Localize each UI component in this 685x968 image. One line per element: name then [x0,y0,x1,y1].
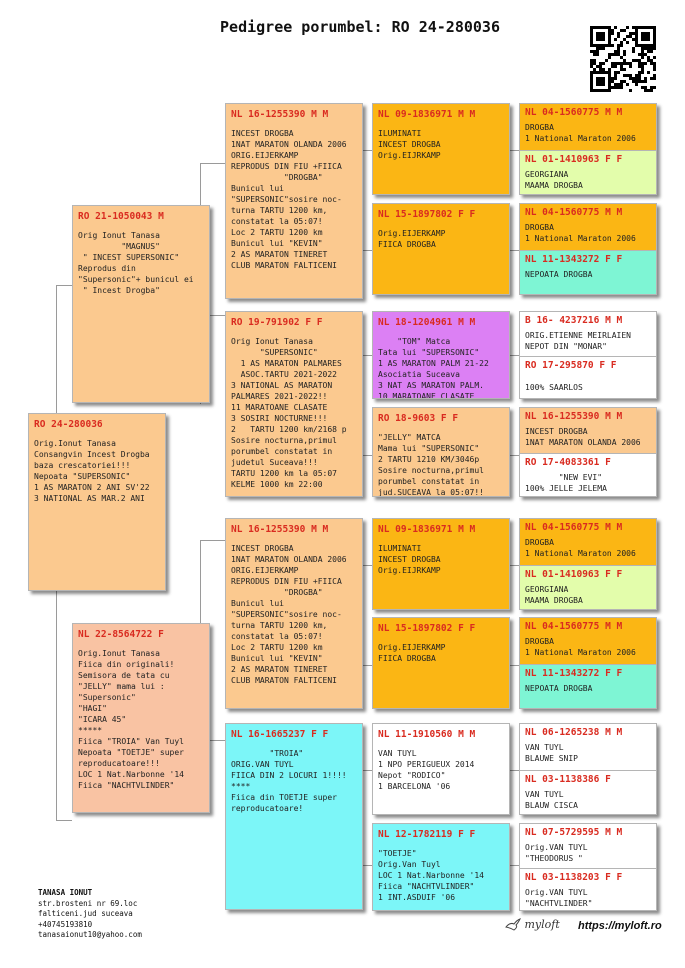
ring-number: RO 17-4083361 F [525,457,611,468]
ring-number: NL 04-1560775 M M [525,207,623,218]
bird-description: Orig.EIJERKAMP FIICA DROGBA [378,229,446,249]
connector-line [200,540,225,541]
bird-description: GEORGIANA MAAMA DROGBA [525,585,583,605]
gen5-pair-card [519,823,657,911]
connector-line [509,250,519,251]
connector-line [56,820,72,821]
ring-number: NL 06-1265238 M M [525,727,623,738]
bird-description: "NEW EVI" 100% JELLE JELEMA [525,473,607,493]
gen5-section[interactable] [520,618,656,664]
ring-number: NL 22-8564722 F [78,629,164,640]
bird-description: INCEST DROGBA 1NAT MARATON OLANDA 2006 ORIG.EIJERKAMP REPRODUS DIN FIU +FIICA "DROGBA" Bunicul lui "SUPERSONIC"sosire noc- turna TARTU 1200 km, constatat la 05:07! Loc 2 TARTU 1200 km Bunicul lui "KEVIN" 2 AS MARATON TINERET CLUB MARATON FALTICENI [231,544,347,685]
gen5-pair-card [519,407,657,497]
grandparent-card[interactable] [225,103,363,299]
address-line: str.brosteni nr 69.loc [38,898,138,908]
bird-description: Orig.VAN TUYL "THEODORUS " [525,843,588,863]
connector-line [509,355,519,356]
ring-number: NL 01-1410963 F F [525,154,623,165]
bird-description: ORIG.ETIENNE MEIRLAIEN NEPOT DIN "MONAR" [525,331,631,351]
ring-number: NL 15-1897802 F F [378,623,476,634]
qr-code-icon [590,26,656,92]
ring-number: NL 03-1138203 F F [525,872,623,883]
bird-description: Orig Ionut Tanasa "SUPERSONIC" 1 AS MARATON PALMARES ASOC.TARTU 2021-2022 3 NATIONAL AS MARATON PALMARES 2021-2022!! 11 MARATOANE CLASATE 3 SOSIRI NOCTURNE!!! 2 TARTU 1200 km/2168 p Sosire nocturna,primul porumbel constatat in judetul Suceava!!! TARTU 1200 km la 05:07 KELME 1000 km 22:00 [231,337,347,489]
gen5-section[interactable] [520,454,656,496]
gen5-pair-card [519,723,657,815]
website-link[interactable]: https://myloft.ro [578,920,662,932]
connector-line [362,770,372,771]
ring-number: NL 04-1560775 M M [525,107,623,118]
gen5-section[interactable] [520,824,656,868]
email-link[interactable]: tanasaionut10@yahoo.com [38,930,142,939]
grandparent-card[interactable] [225,311,363,497]
great-grandparent-card[interactable] [372,823,510,911]
bird-description: VAN TUYL BLAUW CISCA [525,790,578,810]
bird-description: "TOETJE" Orig.Van Tuyl LOC 1 Nat.Narbonne '14 Fiica "NACHTVLINDER" 1 INT.ASDUIF '06 [378,849,484,902]
ring-number: NL 11-1343272 F F [525,668,623,679]
connector-line [509,665,519,666]
sire-card[interactable] [72,205,210,403]
connector-line [509,565,519,566]
bird-description: INCEST DROGBA 1NAT MARATON OLANDA 2006 ORIG.EIJERKAMP REPRODUS DIN FIU +FIICA "DROGBA" Bunicul lui "SUPERSONIC"sosire noc- turna TARTU 1200 km, constatat la 05:07! Loc 2 TARTU 1200 km Bunicul lui "KEVIN" 2 AS MARATON TINERET CLUB MARATON FALTICENI [231,129,347,270]
ring-number: NL 16-1255390 M M [231,109,329,120]
breeder-name: TANASA IONUT [38,888,93,897]
bird-description: Orig.Ionut Tanasa Consangvin Incest Drogba baza crescatoriei!!! Nepoata "SUPERSONIC" 1 AS MARATON 2 ANI SV'22 3 NATIONAL AS MAR.2 ANI [34,439,150,503]
dam-card[interactable] [72,623,210,813]
pedigree-subject-card[interactable] [28,413,166,591]
logo-text: myloft [524,918,560,931]
grandparent-card[interactable] [225,518,363,709]
page-title: Pedigree porumbel: RO 24-280036 [220,18,500,36]
great-grandparent-card[interactable] [372,617,510,709]
gen5-section[interactable] [520,357,656,398]
bird-description: INCEST DROGBA 1NAT MARATON OLANDA 2006 [525,427,641,447]
connector-line [509,865,519,866]
bird-description: ILUMINATI INCEST DROGBA Orig.EIJRKAMP [378,544,441,575]
connector-line [56,591,57,820]
ring-number: NL 11-1343272 F F [525,254,623,265]
ring-number: NL 16-1665237 F F [231,729,329,740]
bird-description: "TROIA" ORIG.VAN TUYL FIICA DIN 2 LOCURI 1!!!! **** Fiica din TOETJE super reproducatoare! [231,749,347,813]
ring-number: RO 19-791902 F F [231,317,323,328]
bird-description: "TOM" Matca Tata lui "SUPERSONIC" 1 AS MARATON PALM 21-22 Asociatia Suceava 3 NAT AS MARATON PALM. 10 MARATOANE CLASATE [378,337,489,398]
ring-number: NL 01-1410963 F F [525,569,623,580]
connector-line [509,455,519,456]
grandparent-card[interactable] [225,723,363,910]
ring-number: RO 18-9603 F F [378,413,459,424]
bird-description: ILUMINATI INCEST DROGBA Orig.EIJRKAMP [378,129,441,160]
connector-line [56,285,72,286]
connector-line [362,565,372,566]
great-grandparent-card[interactable] [372,203,510,295]
gen5-section[interactable] [520,408,656,453]
connector-line [362,355,372,356]
gen5-section[interactable] [520,771,656,814]
ring-number: NL 03-1138386 F [525,774,611,785]
bird-description: 100% SAARLOS [525,383,583,392]
address-line: falticeni.jud suceava [38,909,133,918]
gen5-section[interactable] [520,312,656,356]
ring-number: RO 17-295870 F F [525,360,617,371]
gen5-section[interactable] [520,566,656,609]
bird-description: Orig.VAN TUYL "NACHTVLINDER" [525,888,593,908]
ring-number: NL 07-5729595 M M [525,827,623,838]
connector-line [200,163,225,164]
connector-line [509,770,519,771]
gen5-pair-card [519,103,657,195]
bird-description: Orig.EIJERKAMP FIICA DROGBA [378,643,446,663]
bird-description: GEORGIANA MAAMA DROGBA [525,170,583,190]
bird-description: VAN TUYL 1 NPO PERIGUEUX 2014 Nepot "RODICO" 1 BARCELONA '06 [378,749,475,791]
connector-line [362,250,372,251]
gen5-section[interactable] [520,251,656,294]
connector-line [362,455,372,456]
ring-number: NL 04-1560775 M M [525,621,623,632]
gen5-section[interactable] [520,204,656,250]
great-grandparent-card[interactable] [372,407,510,497]
ring-number: B 16- 4237216 M M [525,315,623,326]
ring-number: NL 04-1560775 M M [525,522,623,533]
bird-description: DROGBA 1 National Maraton 2006 [525,123,636,143]
gen5-section[interactable] [520,724,656,770]
connector-line [200,403,201,404]
great-grandparent-card[interactable] [372,723,510,815]
ring-number: NL 16-1255390 M M [525,411,623,422]
phone-number: +40745193810 [38,919,93,929]
connector-line [362,665,372,666]
ring-number: NL 12-1782119 F F [378,829,476,840]
ring-number: NL 11-1910560 M M [378,729,476,740]
great-grandparent-card[interactable] [372,518,510,610]
bird-logo-icon [505,918,521,932]
bird-description: DROGBA 1 National Maraton 2006 [525,223,636,243]
gen5-section[interactable] [520,519,656,565]
ring-number: NL 15-1897802 F F [378,209,476,220]
ring-number: NL 18-1204961 M M [378,317,476,328]
great-grandparent-card[interactable] [372,311,510,399]
breeder-contact [38,888,142,941]
gen5-pair-card [519,203,657,295]
gen5-pair-card [519,518,657,610]
great-grandparent-card[interactable] [372,103,510,195]
gen5-section[interactable] [520,869,656,910]
gen5-pair-card [519,311,657,399]
gen5-section[interactable] [520,151,656,194]
bird-description: Orig Ionut Tanasa "MAGNUS" " INCEST SUPERSONIC" Reprodus din "Supersonic"+ bunicul ei " Incest Drogba" [78,231,194,295]
ring-number: NL 09-1836971 M M [378,524,476,535]
gen5-section[interactable] [520,665,656,708]
connector-line [362,150,372,151]
bird-description: DROGBA 1 National Maraton 2006 [525,637,636,657]
ring-number: RO 24-280036 [34,419,103,430]
ring-number: NL 16-1255390 M M [231,524,329,535]
myloft-logo[interactable] [505,918,560,932]
connector-line [56,285,57,413]
connector-line [362,865,372,866]
bird-description: VAN TUYL BLAUWE SNIP [525,743,578,763]
bird-description: DROGBA 1 National Maraton 2006 [525,538,636,558]
ring-number: RO 21-1050043 M [78,211,164,222]
bird-description: NEPOATA DROGBA [525,270,593,279]
gen5-pair-card [519,617,657,709]
bird-description: NEPOATA DROGBA [525,684,593,693]
gen5-section[interactable] [520,104,656,150]
bird-description: Orig.Ionut Tanasa Fiica din originali! Semisora de tata cu "JELLY" mama lui : "Supersonic" "HAGI" "ICARA 45" ***** Fiica "TROIA" Van Tuyl Nepoata "TOETJE" super reproducatoare!!! LOC 1 Nat.Narbonne '14 Fiica "NACHTVLINDER" [78,649,184,790]
connector-line [509,150,519,151]
ring-number: NL 09-1836971 M M [378,109,476,120]
bird-description: "JELLY" MATCA Mama lui "SUPERSONIC" 2 TARTU 1210 KM/3046p Sosire nocturna,primul porumbel constatat in jud.SUCEAVA la 05:07!! [378,433,484,496]
